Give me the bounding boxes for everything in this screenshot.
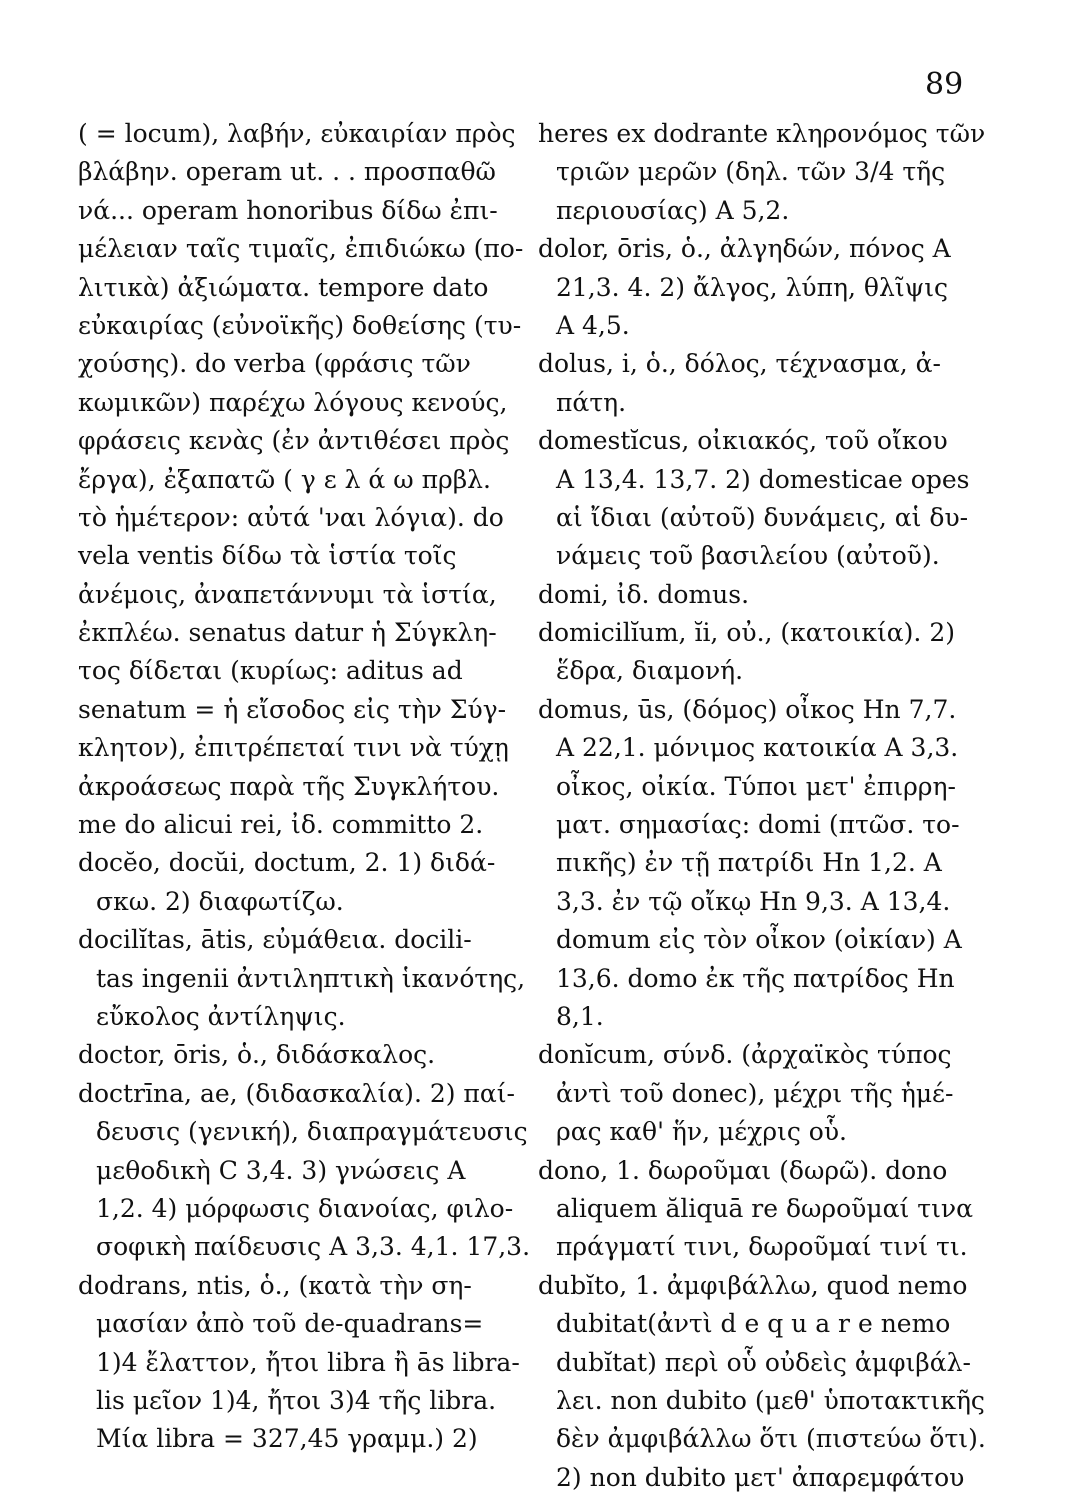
entry-headword-line: dolor, ōris, ὁ., ἀλγηδών, πόνος A [538,234,951,264]
text-line: ματ. σημασίας: domi (πτῶσ. το- [556,810,960,840]
entry-headword-line: domus, ūs, (δόμος) οἶκος Hn 7,7. [538,694,957,724]
text-line: 21,3. 4. 2) ἄλγος, λύπη, θλῖψις [556,272,949,302]
entry-headword-line: dono, 1. δωροῦμαι (δωρῶ). dono [538,1155,948,1185]
entry-headword-line: dolus, i, ὁ., δόλος, τέχνασμα, ἀ- [538,349,941,379]
entry-headword-line: dodrans, ntis, ὁ., (κατὰ τὴν ση- [78,1270,472,1300]
text-line: μεθοδικὴ C 3,4. 3) γνώσεις A [96,1155,466,1185]
text-line: νά... operam honoribus δίδω ἐπι- [78,195,498,225]
entry-headword-line: domestĭcus, οἰκιακός, τοῦ οἴκου [538,426,948,456]
text-line: dubitat(ἀντὶ d e q u a r e nemo [556,1309,951,1339]
entry-headword-line: docĕo, docŭi, doctum, 2. 1) διδά- [78,848,496,878]
text-line: Μία libra = 327,45 γραμμ.) 2) [96,1424,478,1454]
entry-headword-line: doctrīna, ae, (διδασκαλία). 2) παί- [78,1078,515,1108]
text-line: 1,2. 4) μόρφωσις διανοίας, φιλο- [96,1193,514,1223]
text-line: σκω. 2) διαφωτίζω. [96,886,344,916]
text-line: λει. non dubito (μεθ' ὑποτακτικῆς [556,1385,985,1415]
text-line: heres ex dodrante κληρονόμος τῶν [538,119,986,148]
text-line: senatum = ἡ εἴσοδος εἰς τὴν Σύγ- [78,694,507,724]
text-line: 2) non dubito μετ' ἀπαρεμφάτου [556,1462,965,1492]
entry-headword-line: docilĭtas, ātis, εὐμάθεια. docili- [78,925,472,955]
text-line: ρας καθ' ἥν, μέχρις οὗ. [556,1117,847,1147]
text-line: 13,6. domo ἐκ τῆς πατρίδος Hn [556,963,955,993]
text-line: οἶκος, οἰκία. Τύποι μετ' ἐπιρρη- [556,771,956,801]
entry-headword-line: doctor, ōris, ὁ., διδάσκαλος. [78,1040,436,1070]
text-line: χούσης). do verba (φράσις τῶν [78,349,471,379]
text-line: ἀκροάσεως παρὰ τῆς Συγκλήτου. [78,771,500,801]
text-line: σοφικὴ παίδευσις A 3,3. 4,1. 17,3. [96,1232,531,1262]
text-line: ἀντὶ τοῦ donec), μέχρι τῆς ἡμέ- [556,1078,954,1108]
entry-headword-line: domi, ἰδ. domus. [538,579,750,609]
text-line: νάμεις τοῦ βασιλείου (αὐτοῦ). [556,541,940,571]
text-line: μέλειαν ταῖς τιμαῖς, ἐπιδιώκω (πο- [78,234,524,264]
entry-headword-line: dubĭto, 1. ἀμφιβάλλω, quod nemo [538,1270,968,1300]
text-line: dubĭtat) περὶ οὗ οὐδεὶς ἀμφιβάλ- [556,1347,971,1377]
text-line: αἱ ἴδιαι (αὐτοῦ) δυνάμεις, αἱ δυ- [556,502,969,532]
text-line: τὸ ἡμέτερον: αὐτά 'ναι λόγια). do [78,502,504,532]
text-line: δευσις (γενική), διαπραγμάτευσις [96,1117,528,1147]
text-line: πάτη. [556,387,627,417]
text-line: A 22,1. μόνιμος κατοικία A 3,3. [556,733,959,763]
text-line: πικῆς) ἐν τῇ πατρίδι Hn 1,2. A [556,848,942,878]
text-line: ἐκπλέω. senatus datur ἡ Σύγκλη- [78,618,497,648]
text-line: ἔργα), ἐξαπατῶ ( γ ε λ ά ω πρβλ. [78,464,491,494]
text-line: vela ventis δίδω τὰ ἱστία τοῖς [78,541,457,571]
text-line: domum εἰς τὸν οἶκον (οἰκίαν) A [556,925,962,955]
text-line: βλάβην. operam ut. . . προσπαθῶ [78,157,496,187]
text-line: tas ingenii ἀντιληπτικὴ ἱκανότης, [96,963,526,993]
entry-headword-line: donĭcum, σύνδ. (ἀρχαϊκὸς τύπος [538,1040,952,1070]
text-line: μασίαν ἀπὸ τοῦ de-quadrans= [96,1309,484,1339]
right-column [538,115,986,1497]
text-line: 1)4 ἔλαττον, ἤτοι libra ἢ ās libra- [96,1347,520,1377]
text-line: lis μεῖον 1)4, ἤτοι 3)4 τῆς libra. [96,1385,497,1415]
text-line: δὲν ἀμφιβάλλω ὅτι (πιστεύω ὅτι). [556,1424,986,1454]
text-line: κωμικῶν) παρέχω λόγους κενούς, [78,387,508,417]
left-column [78,115,531,1459]
text-line: me do alicui rei, ἰδ. committo 2. [78,810,484,840]
text-line: πράγματί τινι, δωροῦμαί τινί τι. [556,1232,968,1262]
text-line: εὔκολος ἀντίληψις. [96,1001,346,1031]
text-line: τριῶν μερῶν (δηλ. τῶν 3/4 τῆς [556,157,946,187]
page-number: 89 [925,67,964,102]
text-line: λιτικὰ) ἀξιώματα. tempore dato [78,272,489,302]
entry-headword-line: domicilĭum, ĭi, οὐ., (κατοικία). 2) [538,618,955,648]
text-line: περιουσίας) A 5,2. [556,195,790,225]
text-line: aliquem ăliquā re δωροῦμαί τινα [556,1193,973,1223]
text-line: ἀνέμοις, ἀναπετάννυμι τὰ ἱστία, [78,579,497,609]
text-line: A 4,5. [556,310,630,340]
text-line: φράσεις κενὰς (ἐν ἀντιθέσει πρὸς [78,426,510,456]
text-line: A 13,4. 13,7. 2) domesticae opes [556,464,970,494]
text-line: 3,3. ἐν τῷ οἴκῳ Hn 9,3. A 13,4. [556,886,951,916]
text-line: τος δίδεται (κυρίως: aditus ad [78,656,463,686]
text-line: κλητον), ἐπιτρέπεταί τινι νὰ τύχῃ [78,733,509,763]
text-line: 8,1. [556,1001,604,1031]
text-line: εὐκαιρίας (εὐνοϊκῆς) δοθείσης (τυ- [78,310,522,340]
text-line: ( = locum), λαβήν, εὐκαιρίαν πρὸς [78,119,516,148]
text-line: ἕδρα, διαμονή. [556,656,744,686]
